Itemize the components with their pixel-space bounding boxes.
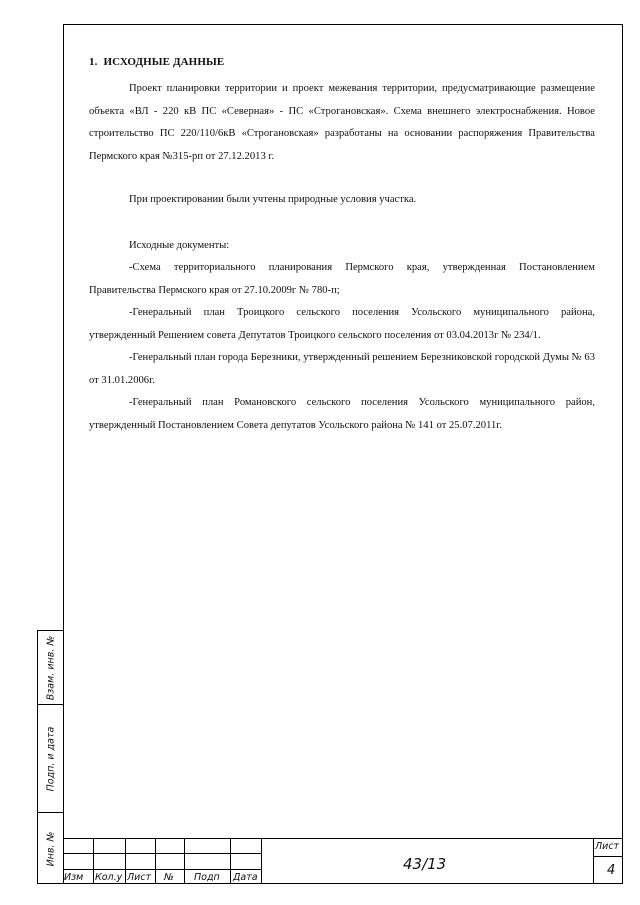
- side-label-inv: Инв. №: [45, 831, 57, 867]
- document-number: 43/13: [403, 855, 447, 873]
- paragraph-docs-heading: Исходные документы:: [129, 239, 230, 251]
- title-block-row-line: [593, 856, 623, 857]
- side-label-podp: Подп. и дата: [45, 726, 57, 791]
- sheet-label: Лист: [595, 841, 620, 852]
- title-block-col-line: [93, 839, 94, 884]
- section-title: ИСХОДНЫЕ ДАННЫЕ: [103, 56, 225, 68]
- document-body: [89, 56, 595, 437]
- title-block-col-line: [593, 839, 594, 884]
- title-block-col-line: [184, 839, 185, 884]
- paragraph-doc-2: -Генеральный план Троицкого сельского поселения Усольского муниципального района, утвержденный Решением совета Депутатов Троицкого сельского поселения от 03.04.2013г № 234/1.: [89, 307, 595, 341]
- paragraph-intro: Проект планировки территории и проект межевания территории, предусматривающие размещение объекта «ВЛ - 220 кВ ПС «Северная» - ПС «Строгановская». Схема внешнего электроснабжения. Новое строительство ПС 220/110/6кВ «Строгановская» разработаны на основании распоряжения Правительства Пермского края №315-рп от 27.12.2013 г.: [89, 83, 595, 162]
- section-number: 1.: [89, 56, 98, 68]
- side-cell-podp: [38, 705, 64, 813]
- title-block-col-line: [125, 839, 126, 884]
- col-label-podp: Подп: [194, 872, 220, 883]
- section-heading: [89, 56, 595, 68]
- col-label-list: Лист: [127, 872, 152, 883]
- col-label-data: Дата: [233, 872, 258, 883]
- paragraph-conditions: При проектировании были учтены природные условия участка.: [129, 194, 417, 205]
- side-cell-inv: [38, 813, 64, 885]
- side-cell-vzam: [38, 631, 64, 705]
- col-label-no: №: [164, 872, 174, 883]
- paragraph-doc-3: -Генеральный план города Березники, утвержденный решением Березниковской городской Думы № 63 от 31.01.2006г.: [89, 352, 595, 386]
- sheet-number: 4: [607, 863, 616, 878]
- title-block-col-line: [155, 839, 156, 884]
- paragraph-doc-1: -Схема территориального планирования Пермского края, утвержденная Постановлением Правительства Пермского края от 27.10.2009г № 780-п;: [89, 262, 595, 296]
- col-label-kol: Кол.у: [95, 872, 123, 883]
- side-label-vzam: Взам. инв. №: [45, 635, 57, 700]
- col-label-izm: Изм: [64, 872, 84, 883]
- title-block-col-line: [261, 839, 262, 884]
- side-stamp: [37, 630, 64, 884]
- title-block: [63, 838, 623, 884]
- paragraph-doc-4: -Генеральный план Романовского сельского поселения Усольского муниципального район, утвержденный Постановлением Совета депутатов Усольского района № 141 от 25.07.2011г.: [89, 397, 595, 431]
- title-block-col-line: [230, 839, 231, 884]
